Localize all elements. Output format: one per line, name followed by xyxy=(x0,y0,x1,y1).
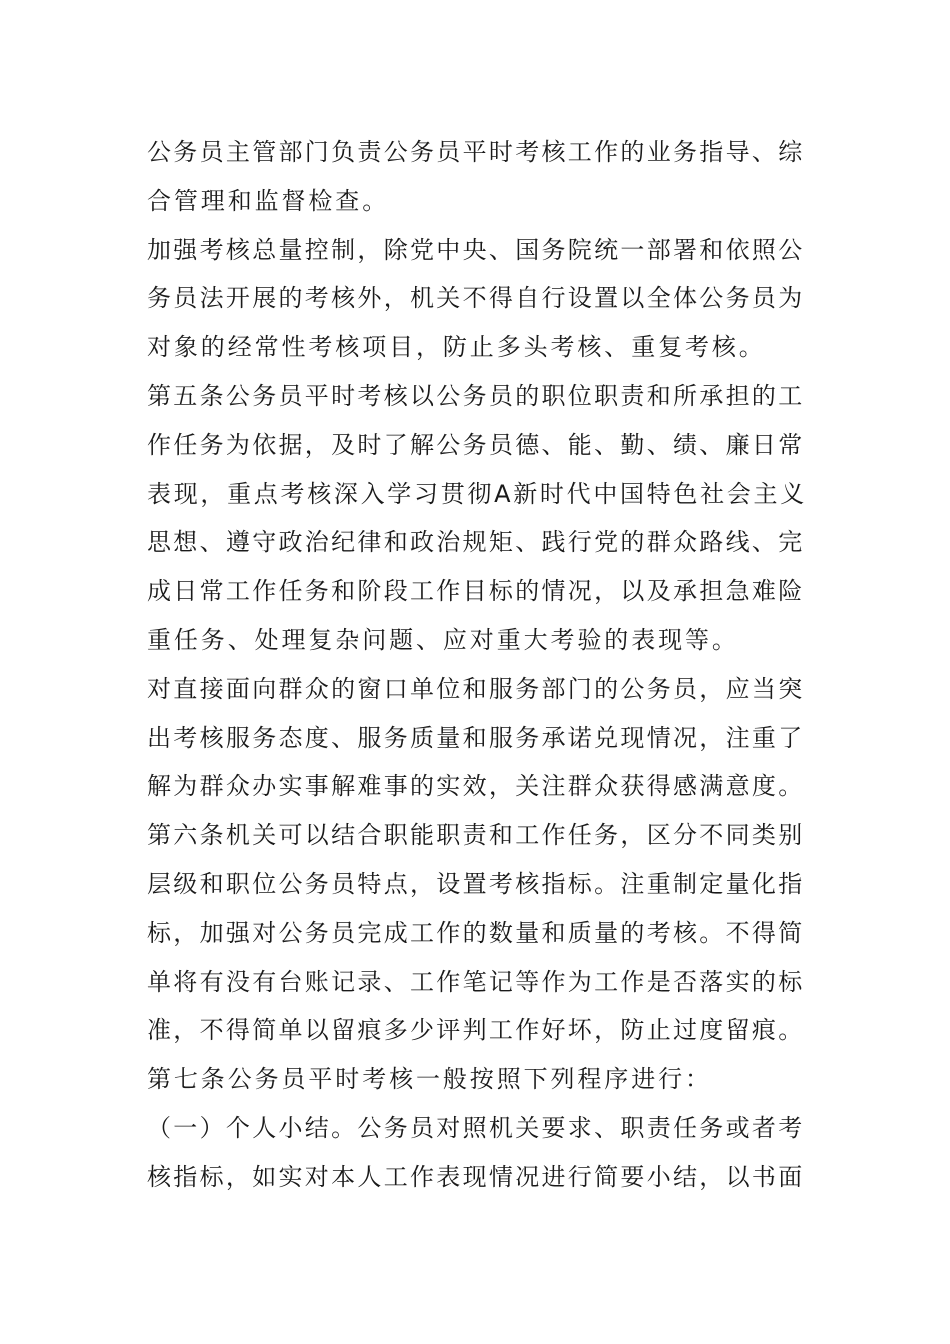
text-line: 对象的经常性考核项目，防止多头考核、重复考核。 xyxy=(147,333,766,362)
text-line: 务员法开展的考核外，机关不得自行设置以全体公务员为 xyxy=(147,284,805,313)
text-line: 表现，重点考核深入学习贯彻A新时代中国特色社会主义 xyxy=(147,479,807,508)
text-line: 重任务、处理复杂问题、应对重大考验的表现等。 xyxy=(147,625,739,654)
document-body xyxy=(147,128,807,1202)
text-line: 层级和职位公务员特点，设置考核指标。注重制定量化指 xyxy=(147,869,805,898)
text-line: 解为群众办实事解难事的实效，关注群众获得感满意度。 xyxy=(147,772,805,801)
text-line: 准，不得简单以留痕多少评判工作好坏，防止过度留痕。 xyxy=(147,1016,805,1045)
text-line: 标，加强对公务员完成工作的数量和质量的考核。不得简 xyxy=(147,918,805,947)
text-line: 第六条机关可以结合职能职责和工作任务，区分不同类别 xyxy=(147,821,805,850)
text-line: 对直接面向群众的窗口单位和服务部门的公务员，应当突 xyxy=(147,674,805,703)
text-line: 第五条公务员平时考核以公务员的职位职责和所承担的工 xyxy=(147,381,805,410)
text-line: 第七条公务员平时考核一般按照下列程序进行： xyxy=(147,1065,712,1094)
text-line: 单将有没有台账记录、工作笔记等作为工作是否落实的标 xyxy=(147,967,805,996)
text-line: 合管理和监督检查。 xyxy=(147,186,390,215)
text-line: 出考核服务态度、服务质量和服务承诺兑现情况，注重了 xyxy=(147,723,805,752)
text-line: 加强考核总量控制，除党中央、国务院统一部署和依照公 xyxy=(147,235,805,264)
text-line: 思想、遵守政治纪律和政治规矩、践行党的群众路线、完 xyxy=(147,528,805,557)
text-line: 作任务为依据，及时了解公务员德、能、勤、绩、廉日常 xyxy=(147,430,805,459)
text-line: （一）个人小结。公务员对照机关要求、职责任务或者考 xyxy=(147,1113,805,1142)
text-line: 成日常工作任务和阶段工作目标的情况，以及承担急难险 xyxy=(147,577,805,606)
text-line: 核指标，如实对本人工作表现情况进行简要小结，以书面 xyxy=(147,1162,805,1191)
text-line: 公务员主管部门负责公务员平时考核工作的业务指导、综 xyxy=(147,138,805,166)
